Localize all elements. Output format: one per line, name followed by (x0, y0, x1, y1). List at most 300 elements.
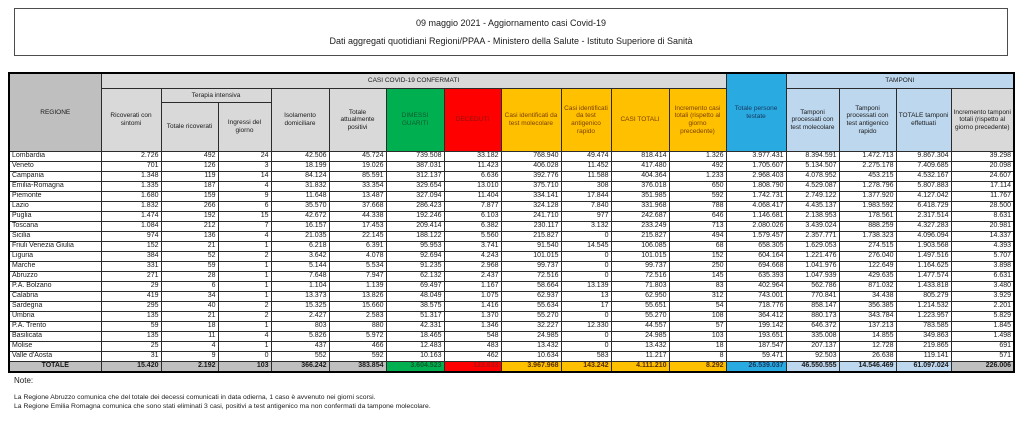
cell-casi_test_antigenico: 49.474 (561, 152, 611, 162)
total-dimessi_guariti: 3.604.523 (386, 362, 444, 372)
cell-tamponi_molecolare: 5.134.507 (786, 162, 839, 172)
table-row (9, 202, 1014, 212)
cell-casi_test_antigenico: 0 (561, 252, 611, 262)
cell-ricoverati_con_sintomi: 384 (101, 252, 161, 262)
cell-incremento_casi: 1.326 (669, 152, 726, 162)
cell-incremento_tamponi: 2.201 (951, 302, 1014, 312)
column-header-tamponi-molecolare: Tamponi processati con test molecolare (786, 89, 839, 152)
cell-incremento_casi: 592 (669, 192, 726, 202)
cell-terapia_totale_ricoverati: 52 (161, 252, 218, 262)
cell-totale_persone_testate: 1.705.607 (726, 162, 786, 172)
cell-casi_totali: 99.737 (611, 262, 669, 272)
cell-totale_tamponi: 1.223.957 (896, 312, 951, 322)
cell-casi_totali: 215.827 (611, 232, 669, 242)
cell-totale_attualmente_positivi: 13.487 (329, 192, 386, 202)
region-name: Basilicata (9, 332, 101, 342)
region-name: P.A. Trento (9, 322, 101, 332)
cell-ricoverati_con_sintomi: 59 (101, 322, 161, 332)
total-tamponi_molecolare: 46.550.555 (786, 362, 839, 372)
table-row (9, 342, 1014, 352)
cell-isolamento_domiciliare: 7.648 (271, 272, 329, 282)
region-name: Campania (9, 172, 101, 182)
cell-incremento_tamponi: 28.500 (951, 202, 1014, 212)
cell-totale_tamponi: 1.214.532 (896, 302, 951, 312)
region-name: Valle d'Aosta (9, 352, 101, 362)
cell-deceduti: 2.437 (444, 272, 501, 282)
cell-terapia_ingressi_giorno: 0 (218, 352, 271, 362)
cell-totale_attualmente_positivi: 880 (329, 322, 386, 332)
total-tamponi_antigenico: 14.546.469 (839, 362, 896, 372)
column-header-ti-ingressi: Ingressi del giorno (218, 103, 271, 152)
cell-totale_tamponi: 1.477.574 (896, 272, 951, 282)
cell-incremento_tamponi: 4.393 (951, 242, 1014, 252)
cell-isolamento_domiciliare: 5.144 (271, 262, 329, 272)
cell-terapia_ingressi_giorno: 4 (218, 182, 271, 192)
cell-totale_attualmente_positivi: 13.826 (329, 292, 386, 302)
cell-terapia_ingressi_giorno: 1 (218, 262, 271, 272)
table-row (9, 312, 1014, 322)
cell-incremento_casi: 103 (669, 332, 726, 342)
cell-incremento_casi: 54 (669, 302, 726, 312)
column-header-casi-molecolare: Casi identificati da test molecolare (501, 89, 561, 152)
cell-deceduti: 13.010 (444, 182, 501, 192)
cell-casi_test_molecolare: 101.015 (501, 252, 561, 262)
note-line: La Regione Emilia Romagna comunica che sono stati eliminati 3 casi, positivi a test antigenico ma non confermati da tampone molecolare. (14, 402, 431, 410)
cell-incremento_tamponi: 3.898 (951, 262, 1014, 272)
region-name: Molise (9, 342, 101, 352)
cell-totale_attualmente_positivi: 15.660 (329, 302, 386, 312)
cell-casi_test_antigenico: 11.588 (561, 172, 611, 182)
cell-totale_tamponi: 4.532.167 (896, 172, 951, 182)
cell-casi_totali: 376.018 (611, 182, 669, 192)
cell-isolamento_domiciliare: 16.157 (271, 222, 329, 232)
cell-isolamento_domiciliare: 15.325 (271, 302, 329, 312)
cell-dimessi_guariti: 42.331 (386, 322, 444, 332)
cell-isolamento_domiciliare: 18.199 (271, 162, 329, 172)
column-header-ricoverati: Ricoverati con sintomi (101, 89, 161, 152)
cell-incremento_casi: 152 (669, 252, 726, 262)
cell-totale_tamponi: 5.807.883 (896, 182, 951, 192)
cell-deceduti: 548 (444, 332, 501, 342)
cell-dimessi_guariti: 69.497 (386, 282, 444, 292)
cell-tamponi_antigenico: 453.215 (839, 172, 896, 182)
cell-deceduti: 483 (444, 342, 501, 352)
cell-terapia_ingressi_giorno: 24 (218, 152, 271, 162)
cell-casi_test_antigenico: 13.139 (561, 282, 611, 292)
cell-casi_test_antigenico: 0 (561, 342, 611, 352)
cell-tamponi_molecolare: 770.841 (786, 292, 839, 302)
cell-isolamento_domiciliare: 35.570 (271, 202, 329, 212)
cell-deceduti: 1.167 (444, 282, 501, 292)
column-header-persone-testate: Totale persone testate (726, 73, 786, 152)
cell-isolamento_domiciliare: 437 (271, 342, 329, 352)
column-header-attualmente-positivi: Totale attualmente positivi (329, 89, 386, 152)
cell-totale_attualmente_positivi: 1.139 (329, 282, 386, 292)
total-casi_test_molecolare: 3.967.968 (501, 362, 561, 372)
cell-totale_tamponi: 4.327.283 (896, 222, 951, 232)
cell-terapia_ingressi_giorno: 14 (218, 172, 271, 182)
cell-terapia_totale_ricoverati: 126 (161, 162, 218, 172)
cell-casi_test_antigenico: 0 (561, 262, 611, 272)
report-title-box (14, 8, 1008, 56)
cell-terapia_totale_ricoverati: 40 (161, 302, 218, 312)
banner-terapia-intensiva: Terapia intensiva (161, 89, 271, 103)
cell-dimessi_guariti: 92.694 (386, 252, 444, 262)
cell-dimessi_guariti: 95.953 (386, 242, 444, 252)
total-casi_test_antigenico: 143.242 (561, 362, 611, 372)
cell-deceduti: 11.423 (444, 162, 501, 172)
cell-casi_totali: 331.968 (611, 202, 669, 212)
cell-tamponi_antigenico: 871.032 (839, 282, 896, 292)
cell-terapia_ingressi_giorno: 2 (218, 312, 271, 322)
cell-dimessi_guariti: 739.508 (386, 152, 444, 162)
cell-terapia_ingressi_giorno: 2 (218, 302, 271, 312)
cell-incremento_casi: 145 (669, 272, 726, 282)
cell-tamponi_antigenico: 1.983.592 (839, 202, 896, 212)
cell-deceduti: 1.370 (444, 312, 501, 322)
cell-incremento_tamponi: 20.981 (951, 222, 1014, 232)
cell-tamponi_molecolare: 562.786 (786, 282, 839, 292)
cell-ricoverati_con_sintomi: 295 (101, 302, 161, 312)
cell-terapia_totale_ricoverati: 34 (161, 292, 218, 302)
cell-dimessi_guariti: 327.094 (386, 192, 444, 202)
cell-totale_tamponi: 1.433.818 (896, 282, 951, 292)
cell-totale_persone_testate: 402.964 (726, 282, 786, 292)
cell-tamponi_molecolare: 646.372 (786, 322, 839, 332)
cell-dimessi_guariti: 286.423 (386, 202, 444, 212)
cell-incremento_tamponi: 39.298 (951, 152, 1014, 162)
table-row (9, 152, 1014, 162)
total-totale_persone_testate: 26.539.037 (726, 362, 786, 372)
cell-tamponi_antigenico: 178.561 (839, 212, 896, 222)
cell-tamponi_antigenico: 2.275.178 (839, 162, 896, 172)
cell-terapia_totale_ricoverati: 9 (161, 352, 218, 362)
cell-terapia_totale_ricoverati: 159 (161, 192, 218, 202)
cell-incremento_tamponi: 1.845 (951, 322, 1014, 332)
cell-casi_totali: 55.651 (611, 302, 669, 312)
column-header-incremento-casi: Incremento casi totali (rispetto al giorno precedente) (669, 89, 726, 152)
cell-isolamento_domiciliare: 42.672 (271, 212, 329, 222)
cell-totale_tamponi: 9.867.304 (896, 152, 951, 162)
cell-totale_persone_testate: 3.977.431 (726, 152, 786, 162)
cell-deceduti: 6.103 (444, 212, 501, 222)
cell-isolamento_domiciliare: 21.035 (271, 232, 329, 242)
cell-casi_totali: 818.414 (611, 152, 669, 162)
cell-terapia_totale_ricoverati: 21 (161, 242, 218, 252)
region-name: Marche (9, 262, 101, 272)
total-terapia_totale_ricoverati: 2.192 (161, 362, 218, 372)
banner-tamponi: TAMPONI (786, 73, 1014, 89)
cell-casi_totali: 242.687 (611, 212, 669, 222)
cell-casi_test_molecolare: 58.664 (501, 282, 561, 292)
cell-isolamento_domiciliare: 31.832 (271, 182, 329, 192)
region-name: Piemonte (9, 192, 101, 202)
table-row (9, 282, 1014, 292)
table-row (9, 222, 1014, 232)
cell-terapia_totale_ricoverati: 11 (161, 332, 218, 342)
report-subtitle: Dati aggregati quotidiani Regioni/PPAA - Ministero della Salute - Istituto Superiore di Sanità (329, 36, 693, 47)
table-row (9, 272, 1014, 282)
cell-totale_persone_testate: 604.164 (726, 252, 786, 262)
cell-totale_persone_testate: 1.808.790 (726, 182, 786, 192)
cell-tamponi_molecolare: 2.138.953 (786, 212, 839, 222)
cell-tamponi_antigenico: 1.738.323 (839, 232, 896, 242)
cell-casi_test_molecolare: 215.827 (501, 232, 561, 242)
cell-ricoverati_con_sintomi: 701 (101, 162, 161, 172)
table-row (9, 232, 1014, 242)
cell-ricoverati_con_sintomi: 974 (101, 232, 161, 242)
cell-incremento_tamponi: 5.707 (951, 252, 1014, 262)
cell-isolamento_domiciliare: 803 (271, 322, 329, 332)
cell-ricoverati_con_sintomi: 31 (101, 352, 161, 362)
cell-deceduti: 6.382 (444, 222, 501, 232)
cell-casi_test_molecolare: 230.117 (501, 222, 561, 232)
cell-ricoverati_con_sintomi: 419 (101, 292, 161, 302)
cell-casi_test_antigenico: 0 (561, 272, 611, 282)
total-incremento_casi: 8.292 (669, 362, 726, 372)
region-name: Calabria (9, 292, 101, 302)
cell-deceduti: 1.075 (444, 292, 501, 302)
region-name: Emilia-Romagna (9, 182, 101, 192)
region-name: Friuli Venezia Giulia (9, 242, 101, 252)
cell-terapia_totale_ricoverati: 266 (161, 202, 218, 212)
cell-casi_test_molecolare: 13.432 (501, 342, 561, 352)
cell-totale_attualmente_positivi: 85.591 (329, 172, 386, 182)
cell-totale_tamponi: 4.096.094 (896, 232, 951, 242)
cell-casi_test_molecolare: 99.737 (501, 262, 561, 272)
total-terapia_ingressi_giorno: 103 (218, 362, 271, 372)
cell-dimessi_guariti: 62.132 (386, 272, 444, 282)
cell-tamponi_molecolare: 1.221.476 (786, 252, 839, 262)
total-casi_totali: 4.111.210 (611, 362, 669, 372)
cell-tamponi_antigenico: 137.213 (839, 322, 896, 332)
cell-isolamento_domiciliare: 13.373 (271, 292, 329, 302)
column-header-casi-antigenico: Casi identificati da test antigenico rapido (561, 89, 611, 152)
cell-incremento_casi: 788 (669, 202, 726, 212)
cell-incremento_casi: 312 (669, 292, 726, 302)
cell-totale_persone_testate: 635.393 (726, 272, 786, 282)
cell-totale_persone_testate: 694.668 (726, 262, 786, 272)
column-header-regione: REGIONE (9, 73, 101, 152)
cell-incremento_tamponi: 3.929 (951, 292, 1014, 302)
cell-totale_persone_testate: 364.412 (726, 312, 786, 322)
cell-casi_test_molecolare: 406.028 (501, 162, 561, 172)
cell-incremento_casi: 492 (669, 162, 726, 172)
cell-casi_totali: 24.985 (611, 332, 669, 342)
cell-totale_attualmente_positivi: 5.534 (329, 262, 386, 272)
cell-casi_test_molecolare: 241.710 (501, 212, 561, 222)
table-row (9, 162, 1014, 172)
total-incremento_tamponi: 226.006 (951, 362, 1014, 372)
total-row (9, 362, 1014, 372)
cell-casi_test_antigenico: 308 (561, 182, 611, 192)
cell-casi_totali: 44.557 (611, 322, 669, 332)
table-row (9, 302, 1014, 312)
cell-terapia_ingressi_giorno: 1 (218, 272, 271, 282)
table-row (9, 352, 1014, 362)
cell-deceduti: 33.182 (444, 152, 501, 162)
cell-tamponi_molecolare: 1.047.939 (786, 272, 839, 282)
cell-incremento_casi: 8 (669, 352, 726, 362)
total-ricoverati_con_sintomi: 15.420 (101, 362, 161, 372)
cell-isolamento_domiciliare: 42.506 (271, 152, 329, 162)
cell-terapia_ingressi_giorno: 7 (218, 222, 271, 232)
cell-incremento_casi: 57 (669, 322, 726, 332)
cell-incremento_tamponi: 5.829 (951, 312, 1014, 322)
cell-tamponi_molecolare: 4.529.087 (786, 182, 839, 192)
cell-ricoverati_con_sintomi: 2.726 (101, 152, 161, 162)
cell-terapia_ingressi_giorno: 1 (218, 292, 271, 302)
cell-terapia_totale_ricoverati: 21 (161, 312, 218, 322)
table-row (9, 172, 1014, 182)
cell-casi_test_antigenico: 17 (561, 302, 611, 312)
table-row (9, 332, 1014, 342)
table-row (9, 322, 1014, 332)
cell-terapia_ingressi_giorno: 1 (218, 322, 271, 332)
region-name: P.A. Bolzano (9, 282, 101, 292)
cell-totale_persone_testate: 743.001 (726, 292, 786, 302)
cell-tamponi_antigenico: 274.515 (839, 242, 896, 252)
cell-incremento_tamponi: 11.767 (951, 192, 1014, 202)
cell-terapia_totale_ricoverati: 119 (161, 172, 218, 182)
notes-section (14, 376, 994, 411)
cell-incremento_casi: 646 (669, 212, 726, 222)
cell-incremento_casi: 18 (669, 342, 726, 352)
cell-terapia_ingressi_giorno: 4 (218, 232, 271, 242)
cell-totale_attualmente_positivi: 7.947 (329, 272, 386, 282)
region-name: Sicilia (9, 232, 101, 242)
cell-ricoverati_con_sintomi: 1.474 (101, 212, 161, 222)
cell-incremento_casi: 68 (669, 242, 726, 252)
cell-terapia_ingressi_giorno: 2 (218, 252, 271, 262)
cell-tamponi_antigenico: 12.728 (839, 342, 896, 352)
cell-terapia_ingressi_giorno: 6 (218, 202, 271, 212)
cell-casi_totali: 417.480 (611, 162, 669, 172)
cell-terapia_totale_ricoverati: 192 (161, 212, 218, 222)
cell-totale_attualmente_positivi: 6.391 (329, 242, 386, 252)
cell-incremento_casi: 83 (669, 282, 726, 292)
cell-ricoverati_con_sintomi: 135 (101, 332, 161, 342)
cell-totale_persone_testate: 187.547 (726, 342, 786, 352)
cell-casi_test_antigenico: 0 (561, 232, 611, 242)
column-header-incremento-tamponi: Incremento tamponi totali (rispetto al giorno precedente) (951, 89, 1014, 152)
cell-terapia_totale_ricoverati: 59 (161, 262, 218, 272)
cell-casi_test_antigenico: 13 (561, 292, 611, 302)
cell-terapia_totale_ricoverati: 4 (161, 342, 218, 352)
cell-ricoverati_con_sintomi: 152 (101, 242, 161, 252)
cell-deceduti: 3.741 (444, 242, 501, 252)
cell-deceduti: 1.416 (444, 302, 501, 312)
cell-terapia_totale_ricoverati: 492 (161, 152, 218, 162)
cell-incremento_casi: 250 (669, 262, 726, 272)
table-header (9, 73, 1014, 152)
cell-dimessi_guariti: 329.654 (386, 182, 444, 192)
cell-incremento_casi: 494 (669, 232, 726, 242)
cell-ricoverati_con_sintomi: 135 (101, 312, 161, 322)
column-header-isolamento: Isolamento domiciliare (271, 89, 329, 152)
cell-casi_test_antigenico: 0 (561, 332, 611, 342)
cell-isolamento_domiciliare: 6.218 (271, 242, 329, 252)
cell-totale_persone_testate: 1.579.457 (726, 232, 786, 242)
cell-totale_tamponi: 2.317.514 (896, 212, 951, 222)
total-label: TOTALE (9, 362, 101, 372)
cell-isolamento_domiciliare: 552 (271, 352, 329, 362)
cell-tamponi_antigenico: 14.855 (839, 332, 896, 342)
cell-totale_tamponi: 1.164.625 (896, 262, 951, 272)
cell-totale_tamponi: 1.903.568 (896, 242, 951, 252)
banner-casi-confermati: CASI COVID-19 CONFERMATI (101, 73, 726, 89)
cell-incremento_tamponi: 20.098 (951, 162, 1014, 172)
column-header-ti-totale: Totale ricoverati (161, 103, 218, 152)
cell-deceduti: 4.243 (444, 252, 501, 262)
cell-totale_attualmente_positivi: 466 (329, 342, 386, 352)
cell-ricoverati_con_sintomi: 1.680 (101, 192, 161, 202)
cell-terapia_ingressi_giorno: 3 (218, 162, 271, 172)
cell-casi_test_molecolare: 91.540 (501, 242, 561, 252)
total-totale_attualmente_positivi: 383.854 (329, 362, 386, 372)
cell-terapia_totale_ricoverati: 212 (161, 222, 218, 232)
cell-dimessi_guariti: 48.049 (386, 292, 444, 302)
cell-deceduti: 6.636 (444, 172, 501, 182)
cell-casi_test_antigenico: 14.545 (561, 242, 611, 252)
cell-dimessi_guariti: 188.122 (386, 232, 444, 242)
cell-tamponi_antigenico: 34.438 (839, 292, 896, 302)
cell-tamponi_antigenico: 1.377.920 (839, 192, 896, 202)
cell-tamponi_antigenico: 1.472.713 (839, 152, 896, 162)
note-line: La Regione Abruzzo comunica che del totale dei decessi comunicati in data odierna, 1 caso è avvenuto nei giorni scorsi. (14, 394, 376, 401)
column-header-casi-totali: CASI TOTALI (611, 89, 669, 152)
cell-totale_persone_testate: 2.968.403 (726, 172, 786, 182)
cell-tamponi_antigenico: 1.278.796 (839, 182, 896, 192)
region-name: Toscana (9, 222, 101, 232)
cell-casi_test_antigenico: 3.132 (561, 222, 611, 232)
cell-totale_attualmente_positivi: 22.145 (329, 232, 386, 242)
table-row (9, 242, 1014, 252)
cell-casi_test_molecolare: 334.141 (501, 192, 561, 202)
cell-dimessi_guariti: 10.163 (386, 352, 444, 362)
cell-dimessi_guariti: 12.483 (386, 342, 444, 352)
cell-ricoverati_con_sintomi: 271 (101, 272, 161, 282)
region-name: Lombardia (9, 152, 101, 162)
cell-tamponi_molecolare: 207.137 (786, 342, 839, 352)
cell-tamponi_molecolare: 880.173 (786, 312, 839, 322)
cell-incremento_tamponi: 17.114 (951, 182, 1014, 192)
cell-casi_test_molecolare: 55.634 (501, 302, 561, 312)
cell-totale_persone_testate: 2.080.026 (726, 222, 786, 232)
cell-totale_attualmente_positivi: 19.026 (329, 162, 386, 172)
cell-casi_totali: 71.803 (611, 282, 669, 292)
cell-isolamento_domiciliare: 84.124 (271, 172, 329, 182)
cell-casi_totali: 62.950 (611, 292, 669, 302)
cell-terapia_totale_ricoverati: 28 (161, 272, 218, 282)
cell-tamponi_molecolare: 1.629.053 (786, 242, 839, 252)
cell-casi_test_antigenico: 7.840 (561, 202, 611, 212)
cell-isolamento_domiciliare: 5.826 (271, 332, 329, 342)
cell-tamponi_molecolare: 2.357.771 (786, 232, 839, 242)
cell-terapia_totale_ricoverati: 187 (161, 182, 218, 192)
cell-ricoverati_con_sintomi: 29 (101, 282, 161, 292)
cell-deceduti: 7.877 (444, 202, 501, 212)
cell-terapia_ingressi_giorno: 9 (218, 192, 271, 202)
cell-incremento_tamponi: 6.631 (951, 272, 1014, 282)
cell-incremento_tamponi: 691 (951, 342, 1014, 352)
cell-incremento_tamponi: 3.480 (951, 282, 1014, 292)
cell-terapia_totale_ricoverati: 136 (161, 232, 218, 242)
cell-incremento_tamponi: 24.607 (951, 172, 1014, 182)
cell-totale_persone_testate: 193.651 (726, 332, 786, 342)
cell-dimessi_guariti: 192.246 (386, 212, 444, 222)
cell-totale_attualmente_positivi: 2.583 (329, 312, 386, 322)
